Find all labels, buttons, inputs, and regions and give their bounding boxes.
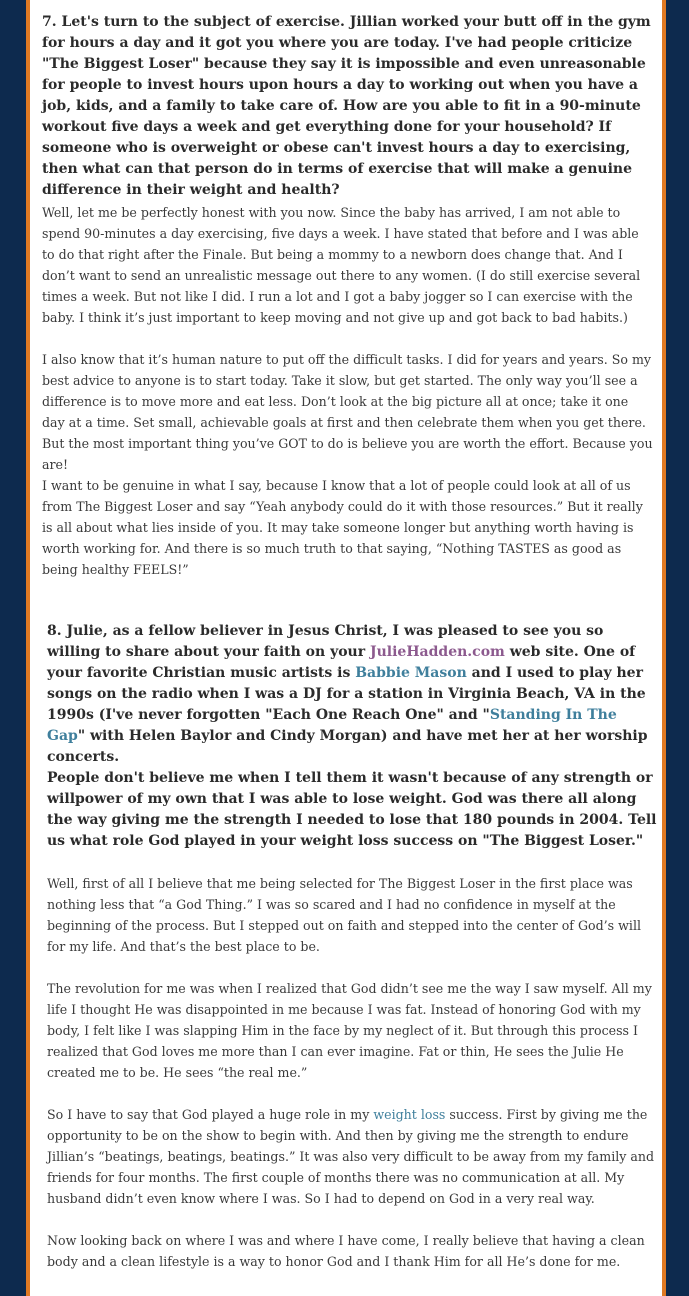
babbie-mason-link[interactable]: Babbie Mason bbox=[355, 665, 467, 681]
answer-7-paragraph-2: I also know that it’s human nature to put off the difficult tasks. I did for years and years. So my best advice to anyone is to start today. Take it slow, but get started. The only way you’ll see a difference is to move more and eat less. Don’t look at the big picture all at once; take it one day at a time. Set small, achievable goals at first and then celebrate them when you get there. But the most important thing you’ve GOT to do is believe you are worth the effort. Because you are! bbox=[42, 352, 653, 472]
question-8-paragraph-1: 8. Julie, as a fellow believer in Jesus Christ, I was pleased to see you so willing to share about your faith on your JulieHadden.com web site. One of your favorite Christian music artists is Babbie Mason and I used to play her songs on the radio when I was a DJ for a station in Virginia Beach, VA in the 1990s (I've never forgotten "Each One Reach One" and "Standing In The Gap" with Helen Baylor and Cindy Morgan) and have met her at her worship concerts. bbox=[47, 623, 648, 765]
weight-loss-link[interactable]: weight loss bbox=[373, 1107, 446, 1122]
answer-8-paragraph-4: Now looking back on where I was and where I have come, I really believe that having a clean body and a clean lifestyle is a way to honor God and I thank Him for all He’s done for me. bbox=[47, 1233, 645, 1269]
answer-7-paragraph-1: Well, let me be perfectly honest with you now. Since the baby has arrived, I am not able to spend 90-minutes a day exercising, five days a week. I have stated that before and I was able to do that right after the Finale. But being a mommy to a newborn does change that. And I don’t want to send an unrealistic message out there to any women. (I do still exercise several times a week. But not like I did. I run a lot and I got a baby jogger so I can exercise with the baby. I think it’s just important to keep moving and not give up and got back to bad habits.) bbox=[42, 205, 641, 325]
answer-8-paragraph-3: So I have to say that God played a huge role in my weight loss success. First by giving me the opportunity to be on the show to begin with. And then by giving me the strength to endure Jillian’s “beatings, beatings, beatings.” It was also very difficult to be away from my family and friends for four months. The first couple of months there was no communication at all. My husband didn’t even know where I was. So I had to depend on God in a very real way. bbox=[47, 1107, 655, 1206]
standing-in-the-gap-link[interactable]: Standing In The Gap bbox=[47, 707, 617, 744]
juliehadden-link[interactable]: JulieHadden.com bbox=[369, 644, 505, 660]
question-7: 7. Let's turn to the subject of exercise. Jillian worked your butt off in the gym for hours a day and it got you where you are today. I've had people criticize "The Biggest Loser" because they say it is impossible and even unreasonable for people to invest hours upon hours a day to working out when you have a job, kids, and a family to take care of. How are you able to fit in a 90-minute workout five days a week and get everything done for your household? If someone who is overweight or obese can't invest hours a day to exercising, then what can that person do in terms of exercise that will make a genuine difference in their weight and health? bbox=[42, 14, 651, 198]
answer-8-paragraph-1: Well, first of all I believe that me being selected for The Biggest Loser in the first place was nothing less that “a God Thing.” I was so scared and I had no confidence in myself at the beginning of the process. But I stepped out on faith and stepped into the center of God’s will for my life. And that’s the best place to be. bbox=[47, 876, 642, 954]
question-8-paragraph-2: People don't believe me when I tell them it wasn't because of any strength or willpower of my own that I was able to lose weight. God was there all along the way giving me the strength I needed to lose that 180 pounds in 2004. Tell us what role God played in your weight loss success on "The Biggest Loser." bbox=[47, 770, 657, 849]
answer-8-paragraph-2: The revolution for me was when I realized that God didn’t see me the way I saw myself. All my life I thought He was disappointed in me because I was fat. Instead of honoring God with my body, I felt like I was slapping Him in the face by my neglect of it. But through this process I realized that God loves me more than I can ever imagine. Fat or thin, He sees the Julie He created me to be. He sees “the real me.” bbox=[47, 981, 652, 1080]
answer-7-paragraph-3: I want to be genuine in what I say, because I know that a lot of people could look at all of us from The Biggest Loser and say “Yeah anybody could do it with those resources.” But it really is all about what lies inside of you. It may take someone longer but anything worth having is worth working for. And there is so much truth to that saying, “Nothing TASTES as good as being healthy FEELS!” bbox=[42, 478, 643, 577]
